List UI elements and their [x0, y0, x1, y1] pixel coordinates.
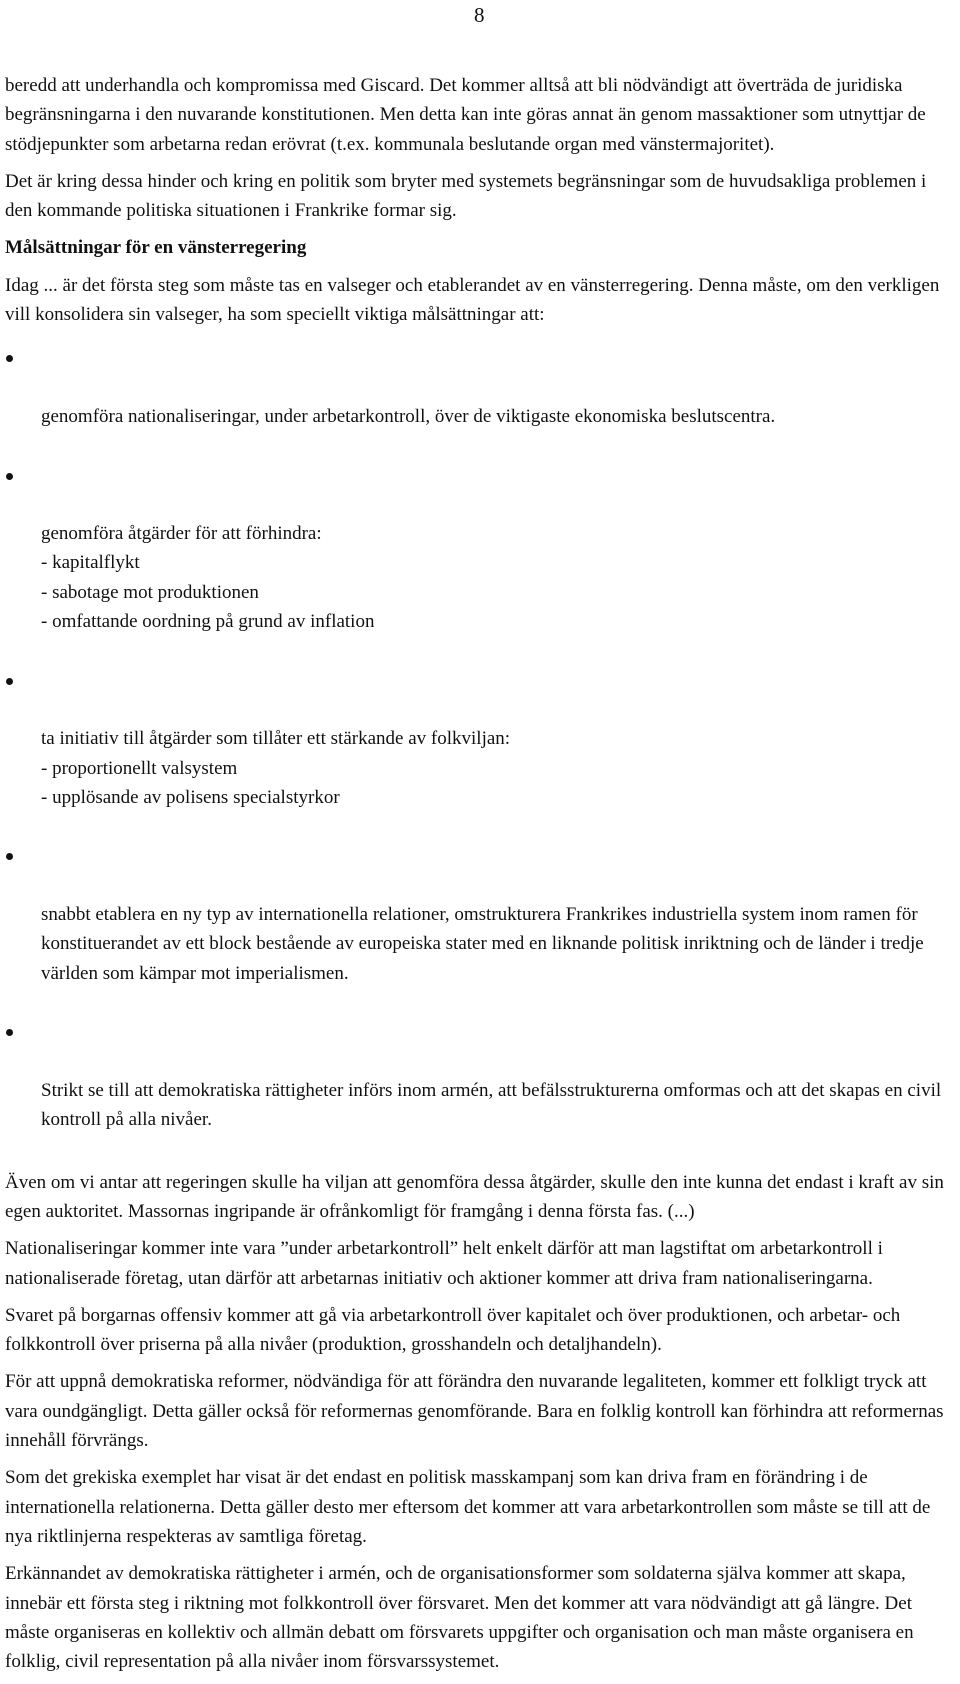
- list-item: [5, 1017, 955, 1163]
- paragraph: Som det grekiska exemplet har visat är det endast en politisk masskampanj som kan driva fram en förändring i de internationella relationerna. Detta gäller desto mer eftersom det kommer att vara arbetarkontrollen som måste se till att de nya riktlinjerna respekteras av samtliga företag.: [5, 1467, 931, 1547]
- section-heading: Målsättningar för en vänsterregering: [5, 237, 307, 259]
- list-item: [5, 841, 955, 1017]
- paragraph: Nationaliseringar kommer inte vara ”under arbetarkontroll” helt enkelt därför att man lagstiftat om arbetarkontroll i nationaliserade företag, utan därför att arbetarnas initiativ och aktioner kommer att driva fram nationaliseringarna.: [5, 1238, 883, 1289]
- goals-list: [5, 343, 955, 1163]
- paragraph: Även om vi antar att regeringen skulle ha viljan att genomföra dessa åtgärder, skulle den inte kunna det endast i kraft av sin egen auktoritet. Massornas ingripande är ofrånkomligt för framgång i denna första fas. (...): [5, 1171, 944, 1222]
- intro-paragraph: Idag ... är det första steg som måste tas en valseger och etablerandet av en vänsterregering. Denna måste, om den verkligen vill konsolidera sin valseger, ha som speciellt viktiga målsättningar att:: [5, 274, 940, 326]
- paragraph: beredd att underhandla och kompromissa med Giscard. Det kommer alltså att bli nödvändigt att överträda de juridiska begränsningarna i den nuvarande konstitutionen. Men detta kan inte göras annat än genom massaktioner som utnyttjar de stödjepunkter som arbetarna redan erövrat (t.ex. kommunala beslutande organ med vänstermajoritet).: [5, 75, 926, 155]
- list-item-text: snabbt etablera en ny typ av internationella relationer, omstrukturera Frankrikes industriella system inom ramen för konstituerandet av ett block bestående av europeiska stater med en liknande politisk inriktning och de länder i tredje världen som kämpar mot imperialismen.: [41, 904, 924, 984]
- list-item-text: genomföra åtgärder för att förhindra: - kapitalflykt - sabotage mot produktionen - omfattande oordning på grund av inflation: [41, 523, 375, 633]
- paragraph: Svaret på borgarnas offensiv kommer att gå via arbetarkontroll över kapitalet och över produktionen, och arbetar- och folkkontroll över priserna på alla nivåer (produktion, grosshandeln och detaljhandeln).: [5, 1304, 901, 1356]
- list-item: [5, 343, 955, 460]
- paragraph: För att uppnå demokratiska reformer, nödvändiga för att förändra den nuvarande legaliteten, kommer ett folkligt tryck att vara oundgängligt. Detta gäller också för reformernas genomförande. Bara en folklig kontroll kan förhindra att reformernas innehåll förvrängs.: [5, 1371, 944, 1452]
- bullet-icon: [6, 853, 13, 860]
- bullet-icon: [6, 473, 13, 480]
- list-item-text: ta initiativ till åtgärder som tillåter ett stärkande av folkviljan: - proportionellt valsystem - upplösande av polisens specialstyrkor: [41, 728, 511, 808]
- bullet-icon: [6, 1029, 13, 1036]
- bullet-icon: [6, 678, 13, 685]
- paragraph: Det är kring dessa hinder och kring en politik som bryter med systemets begränsningar som de huvudsakliga problemen i den kommande politiska situationen i Frankrike formar sig.: [5, 170, 927, 222]
- list-item: [5, 461, 955, 666]
- page-content: [5, 71, 955, 1684]
- list-item-text: genomföra nationaliseringar, under arbetarkontroll, över de viktigaste ekonomiska beslutscentra.: [41, 405, 776, 427]
- list-item: [5, 666, 955, 842]
- paragraph: Erkännandet av demokratiska rättigheter i armén, och de organisationsformer som soldaterna själva kommer att skapa, innebär ett första steg i riktning mot folkkontroll över försvaret. Men det kommer att vara nödvändigt att gå längre. Det måste organiseras en kollektiv och allmän debatt om försvarets uppgifter och organisation och man måste organisera en folklig, civil representation på alla nivåer inom försvarssystemet.: [5, 1563, 914, 1673]
- page-number: 8: [474, 3, 485, 27]
- list-item-text: Strikt se till att demokratiska rättigheter införs inom armén, att befälsstrukturerna omformas och att det skapas en civil kontroll på alla nivåer.: [41, 1079, 942, 1131]
- bullet-icon: [6, 355, 13, 362]
